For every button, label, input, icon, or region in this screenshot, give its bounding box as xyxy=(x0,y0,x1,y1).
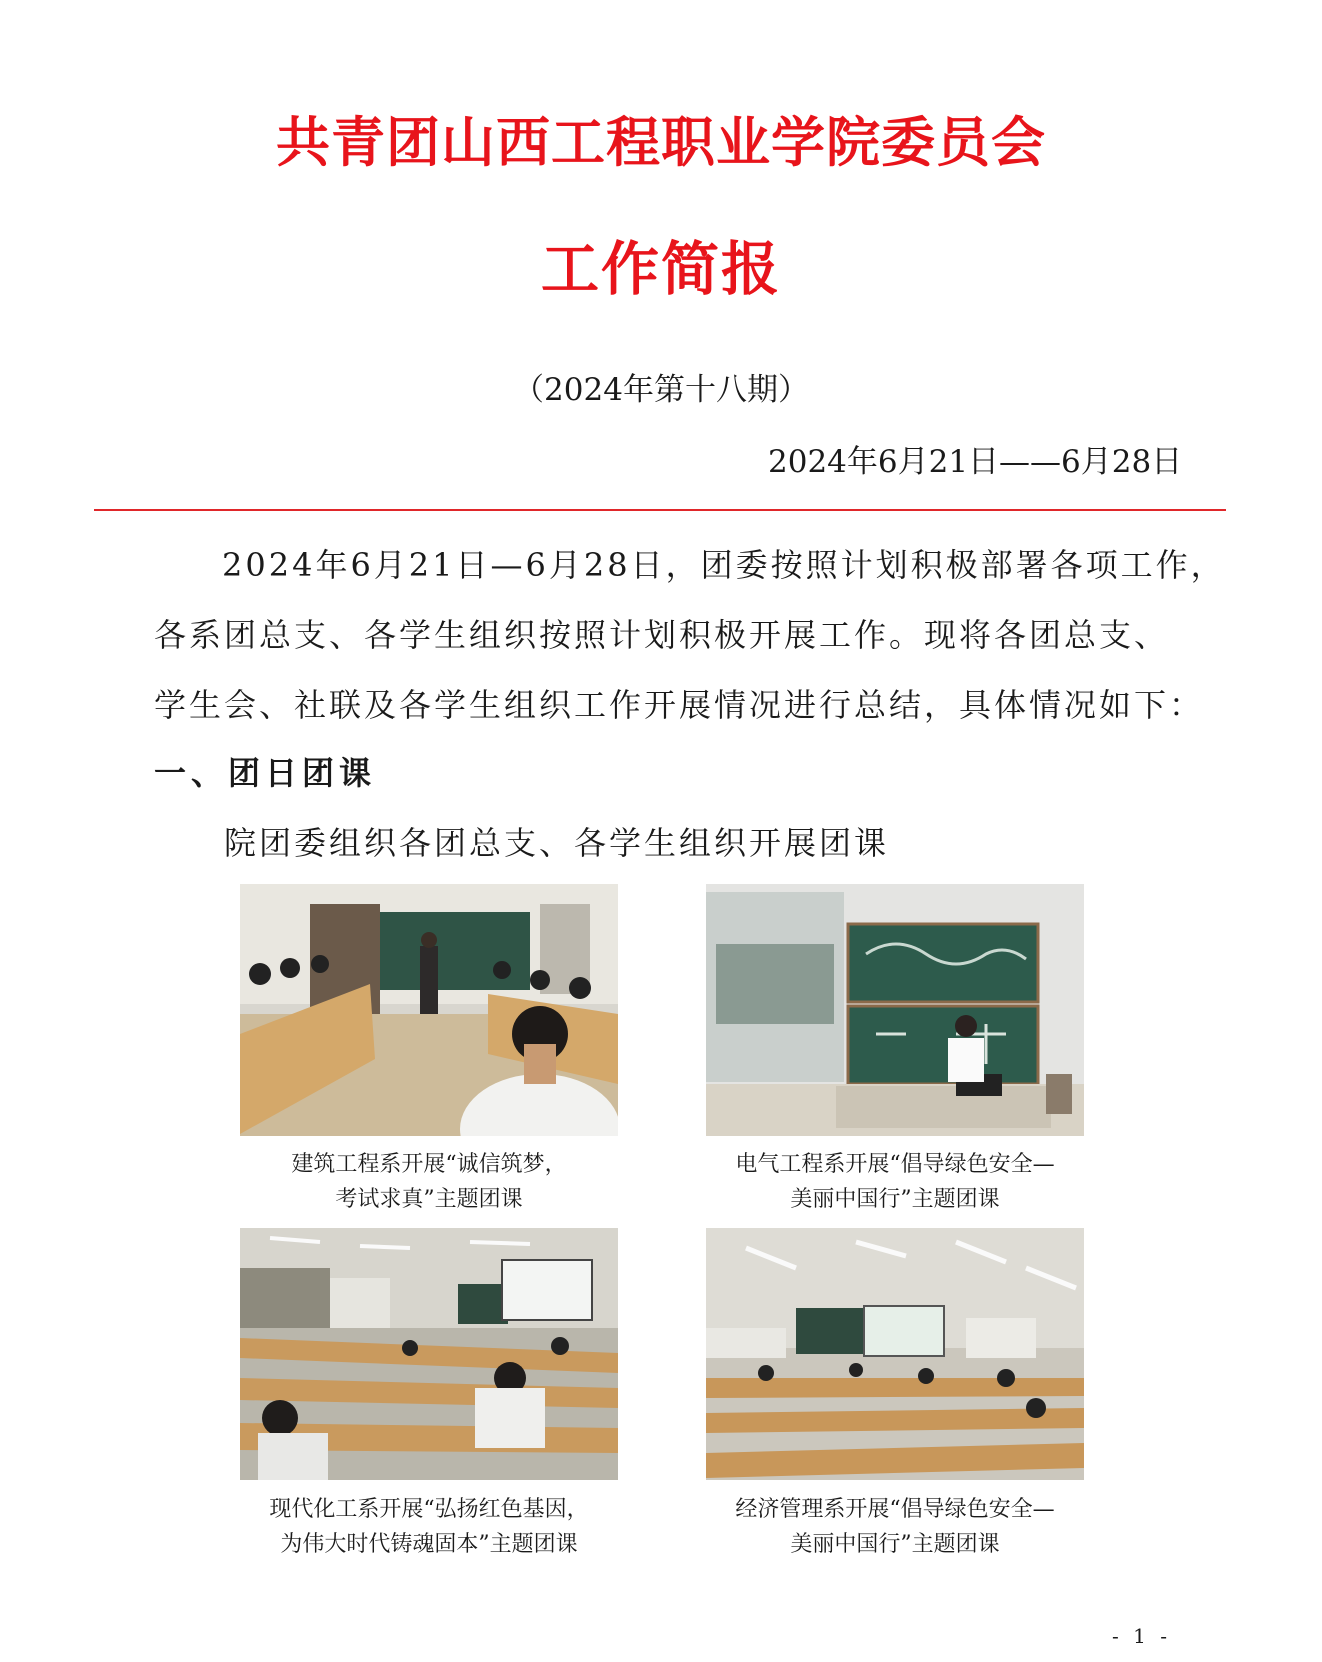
caption-line: 现代化工系开展“弘扬红色基因， xyxy=(269,1497,589,1522)
intro-paragraph-line-3: 学生会、社联及各学生组织工作开展情况进行总结，具体情况如下： xyxy=(154,686,1205,724)
caption-line: 美丽中国行”主题团课 xyxy=(790,1187,1000,1212)
photo-economics-dept-class xyxy=(706,1228,1084,1480)
photo-electrical-dept-class xyxy=(706,884,1084,1136)
caption-line: 建筑工程系开展“诚信筑梦， xyxy=(291,1152,567,1177)
section-intro: 院团委组织各团总支、各学生组织开展团课 xyxy=(224,824,890,862)
document-title: 共青团山西工程职业学院委员会 xyxy=(276,111,1046,174)
photo-caption-3 xyxy=(199,1492,659,1562)
issue-number: （2024年第十八期） xyxy=(513,372,809,408)
header-divider xyxy=(94,509,1226,511)
photo-caption-1 xyxy=(199,1147,659,1217)
photo-construction-dept-class xyxy=(240,884,618,1136)
section-heading: 一、团日团课 xyxy=(154,754,377,792)
caption-line: 电气工程系开展“倡导绿色安全— xyxy=(735,1152,1055,1177)
caption-line: 为伟大时代铸魂固本”主题团课 xyxy=(280,1532,578,1557)
photo-caption-4 xyxy=(665,1492,1125,1562)
caption-line: 美丽中国行”主题团课 xyxy=(790,1532,1000,1557)
date-range: 2024年6月21日——6月28日 xyxy=(768,444,1183,480)
photo-caption-2 xyxy=(665,1147,1125,1217)
document-subtitle: 工作简报 xyxy=(540,235,781,303)
intro-paragraph-line-2: 各系团总支、各学生组织按照计划积极开展工作。现将各团总支、 xyxy=(154,616,1170,654)
photo-chemical-dept-class xyxy=(240,1228,618,1480)
caption-line: 经济管理系开展“倡导绿色安全— xyxy=(735,1497,1055,1522)
page-number: - 1 - xyxy=(1112,1624,1171,1648)
intro-paragraph-line-1: 2024年6月21日—6月28日，团委按照计划积极部署各项工作， xyxy=(222,546,1226,584)
caption-line: 考试求真”主题团课 xyxy=(335,1187,523,1212)
